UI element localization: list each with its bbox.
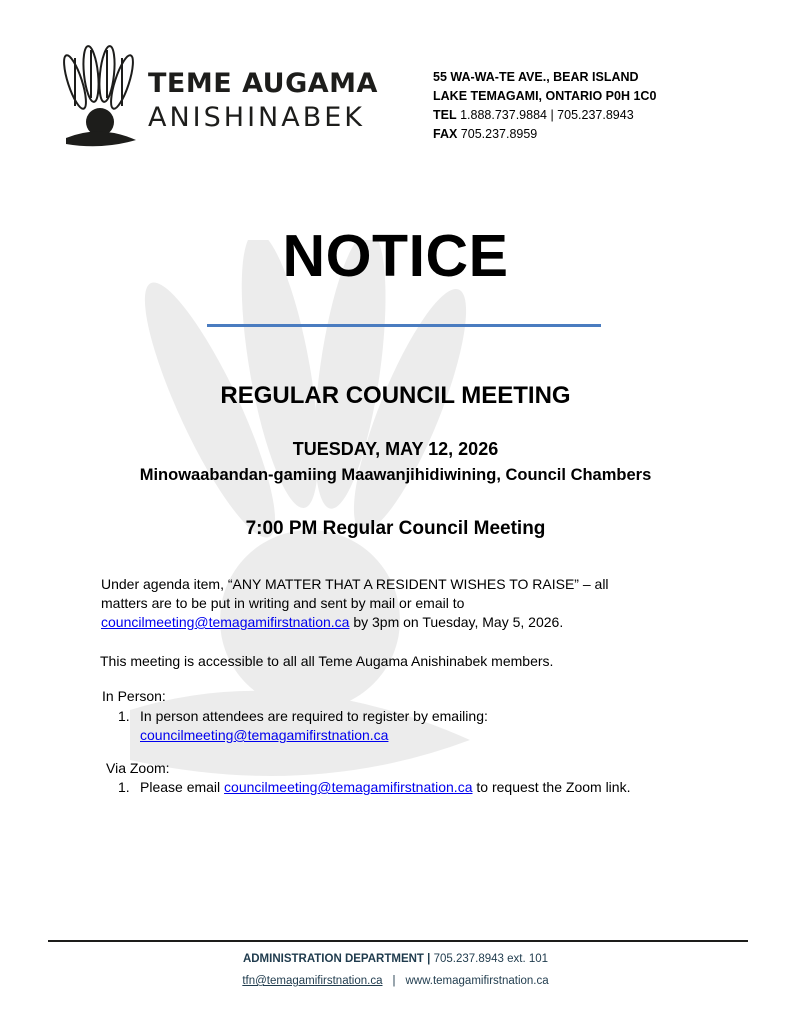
footer-department: ADMINISTRATION DEPARTMENT: [242, 953, 424, 965]
notice-heading: NOTICE: [282, 223, 509, 289]
in-person-heading: In Person:: [102, 688, 166, 704]
footer-divider: [48, 940, 748, 942]
in-person-item-number: 1.: [118, 708, 130, 724]
agenda-line2: matters are to be put in writing and sent by mail or email to: [101, 595, 465, 611]
footer-department-divider: |: [427, 953, 431, 965]
meeting-title: REGULAR COUNCIL MEETING: [220, 382, 571, 409]
zoom-email-link[interactable]: councilmeeting@temagamifirstnation.ca: [224, 779, 473, 795]
zoom-item-text-after: to request the Zoom link.: [472, 779, 631, 795]
in-person-item-text: In person attendees are required to register by emailing:: [140, 708, 488, 724]
footer-separator: |: [392, 975, 396, 987]
tel-label: TEL: [433, 108, 457, 122]
accessibility-statement: This meeting is accessible to all all Teme Augama Anishinabek members.: [100, 653, 554, 669]
in-person-item: [118, 707, 488, 745]
meeting-date: TUESDAY, MAY 12, 2026: [292, 439, 499, 459]
zoom-item: [118, 778, 630, 797]
footer-phone: 705.237.8943 ext. 101: [433, 953, 549, 965]
meeting-location: Minowaabandan-gamiing Maawanjihidiwining, Council Chambers: [139, 466, 652, 484]
in-person-email-link[interactable]: councilmeeting@temagamifirstnation.ca: [140, 727, 389, 743]
fax-line: [433, 125, 656, 144]
tel-value: 1.888.737.9884 | 705.237.8943: [460, 108, 634, 122]
meeting-time: 7:00 PM Regular Council Meeting: [245, 518, 546, 539]
agenda-line3: [101, 613, 721, 632]
footer-department-line: [0, 953, 791, 965]
zoom-item-text-before: Please email: [140, 779, 225, 795]
fax-value: 705.237.8959: [460, 127, 538, 141]
footer-email-link[interactable]: tfn@temagamifirstnation.ca: [242, 975, 383, 987]
accent-divider: [207, 324, 601, 327]
org-name-line1: TEME AUGAMA: [148, 68, 378, 99]
address-line1: 55 WA-WA-TE AVE., BEAR ISLAND: [433, 70, 639, 84]
org-name-line2: ANISHINABEK: [148, 102, 365, 133]
agenda-email-link[interactable]: councilmeeting@temagamifirstnation.ca: [101, 614, 350, 630]
address-line2: LAKE TEMAGAMI, ONTARIO P0H 1C0: [433, 89, 657, 103]
feather-logo-watermark-icon: [90, 240, 490, 840]
feather-bear-paw-logo-icon: [60, 42, 140, 152]
address-block: [433, 68, 656, 144]
agenda-line1: Under agenda item, “ANY MATTER THAT A RESIDENT WISHES TO RAISE” – all: [101, 576, 609, 592]
zoom-heading: Via Zoom:: [106, 760, 170, 776]
fax-label: FAX: [433, 127, 458, 141]
tel-line: [433, 106, 656, 125]
zoom-item-number: 1.: [118, 779, 130, 795]
agenda-deadline-text: by 3pm on Tuesday, May 5, 2026.: [349, 614, 564, 630]
footer-contact-line: [0, 975, 791, 987]
agenda-paragraph: [101, 575, 721, 632]
footer-website[interactable]: www.temagamifirstnation.ca: [405, 975, 549, 987]
